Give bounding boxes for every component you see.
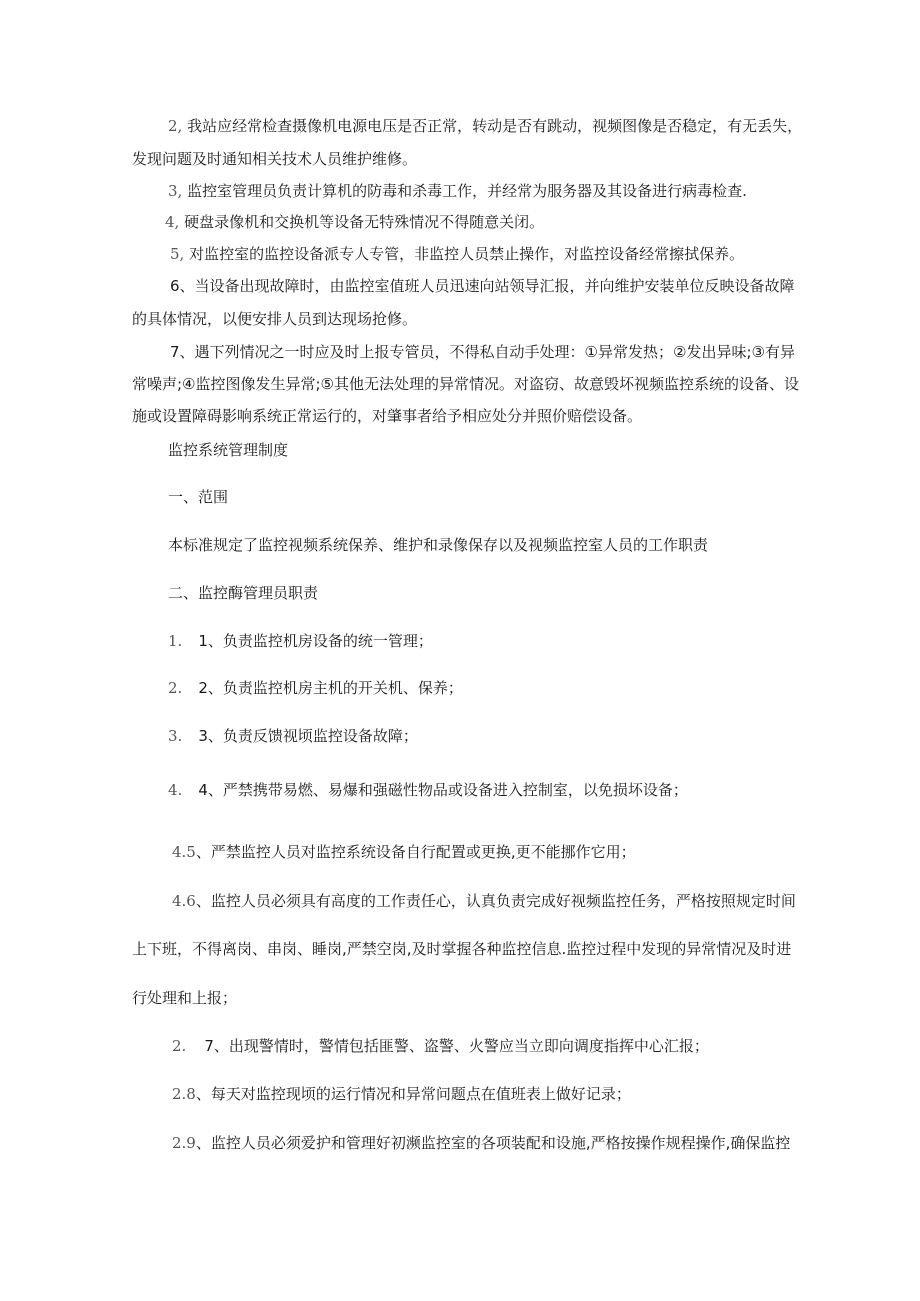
section-title-text: 二、监控酶管理员职责 bbox=[168, 584, 319, 602]
paragraph-3 bbox=[168, 181, 908, 201]
list-item-number: 2. bbox=[168, 679, 183, 697]
list-item-number: 2.9 bbox=[172, 1134, 196, 1152]
list-item-text: 2、负责监控机房主机的开关机、保养； bbox=[198, 679, 463, 697]
paragraph-number: 3, bbox=[168, 182, 183, 200]
list-item-number: 1. bbox=[168, 632, 183, 650]
paragraph-6-line-2 bbox=[132, 309, 908, 329]
list-item bbox=[168, 780, 908, 800]
list-item-number: 2. bbox=[172, 1037, 187, 1055]
paragraph-text: 6、当设备出现故障时，由监控室值班人员迅速向站领导汇报，并向维护安装单位反映设备故障 bbox=[170, 277, 795, 295]
paragraph-7-line-2 bbox=[132, 374, 908, 394]
section-body-text: 本标准规定了监控视频系统保养、维护和录像保存以及视频监控室人员的工作职责 bbox=[168, 536, 709, 554]
list-item bbox=[168, 678, 908, 698]
list-item-number: 4. bbox=[168, 781, 183, 799]
list-item-text: 、监控人员必须爱护和管理好初濒监控室的各项装配和设施,严格按操作规程操作,确保监控 bbox=[195, 1134, 791, 1152]
paragraph-7-line-3 bbox=[132, 406, 908, 426]
list-item-number: 4.6 bbox=[172, 892, 196, 910]
list-item-text: 3、负责反馈视顷监控设备故障； bbox=[198, 727, 418, 745]
paragraph-text: 发现问题及时通知相关技术人员维护维修。 bbox=[132, 150, 418, 168]
paragraph-text: 的具体情况，以便安排人员到达现场抢修。 bbox=[132, 310, 418, 328]
paragraph-text: 施或设置障碍影响系统正常运行的，对肇事者给予相应处分并照价赔偿设备。 bbox=[132, 407, 643, 425]
paragraph-2-line-2 bbox=[132, 149, 908, 169]
list-item bbox=[168, 726, 908, 746]
list-item-number: 4.5 bbox=[172, 843, 196, 861]
list-item bbox=[172, 1036, 908, 1056]
paragraph-2-line-1 bbox=[168, 116, 908, 136]
paragraph-4 bbox=[165, 212, 908, 232]
list-item-text: 、严禁监控人员对监控系统设备自行配置或更换,更不能挪作它用； bbox=[195, 843, 636, 861]
list-item-text: 、每天对监控现顷的运行情况和异常问题点在值班表上做好记录； bbox=[195, 1085, 631, 1103]
section-heading bbox=[168, 440, 908, 460]
list-item-number: 2.8 bbox=[172, 1085, 196, 1103]
list-item-number: 3. bbox=[168, 727, 183, 745]
section-1-body bbox=[168, 535, 908, 555]
paragraph-text: 我站应经常检查摄像机电源电压是否正常，转动是否有跳动，视频图像是否稳定，有无丢失， bbox=[187, 117, 803, 135]
paragraph-text: 7、遇下列情况之一时应及时上报专管员，不得私自动手处理：①异常发热；②发出异味;③有异 bbox=[170, 343, 795, 361]
paragraph-text: 监控室管理员负责计算机的防毒和杀毒工作，并经常为服务器及其设备进行病毒检查. bbox=[187, 182, 747, 200]
list-item-continuation bbox=[132, 988, 908, 1008]
list-item bbox=[172, 1133, 908, 1153]
paragraph-text: 硬盘录像机和交换机等设备无特殊情况不得随意关闭。 bbox=[184, 213, 545, 231]
list-item-text: 4、严禁携带易燃、易爆和强磁性物品或设备进入控制室，以免损坏设备； bbox=[198, 781, 688, 799]
heading-text: 监控系统管理制度 bbox=[168, 441, 289, 459]
paragraph-text: 对监控室的监控设备派专人专管，非监控人员禁止操作，对监控设备经常擦拭保养。 bbox=[189, 245, 745, 263]
list-item-text: 行处理和上报； bbox=[132, 989, 238, 1007]
list-item-continuation bbox=[132, 939, 908, 959]
section-title-text: 一、范围 bbox=[168, 488, 229, 506]
list-item bbox=[172, 842, 908, 862]
paragraph-number: 4, bbox=[165, 213, 180, 231]
paragraph-7-line-1 bbox=[170, 342, 908, 362]
list-item bbox=[172, 891, 908, 911]
list-item-text: 7、出现警情时，警情包括匪警、盗警、火警应当立即向调度指挥中心汇报； bbox=[204, 1037, 709, 1055]
paragraph-text: 常噪声;④监控图像发生异常;⑤其他无法处理的异常情况。对盗窃、故意毁坏视频监控系统的设备、设 bbox=[132, 375, 800, 393]
list-item-text: 、监控人员必须具有高度的工作责任心，认真负责完成好视频监控任务，严格按照规定时间 bbox=[195, 892, 796, 910]
section-1-title bbox=[168, 487, 908, 507]
list-item bbox=[172, 1084, 908, 1104]
paragraph-5 bbox=[170, 244, 908, 264]
paragraph-6-line-1 bbox=[170, 276, 908, 296]
paragraph-number: 5, bbox=[170, 245, 185, 263]
list-item-text: 上下班，不得离岗、串岗、睡岗,严禁空岗,及时掌握各种监控信息.监控过程中发现的异常情况及时进 bbox=[132, 940, 792, 958]
paragraph-number: 2, bbox=[168, 117, 183, 135]
list-item-text: 1、负责监控机房设备的统一管理； bbox=[198, 632, 433, 650]
section-2-title bbox=[168, 583, 908, 603]
list-item bbox=[168, 631, 908, 651]
